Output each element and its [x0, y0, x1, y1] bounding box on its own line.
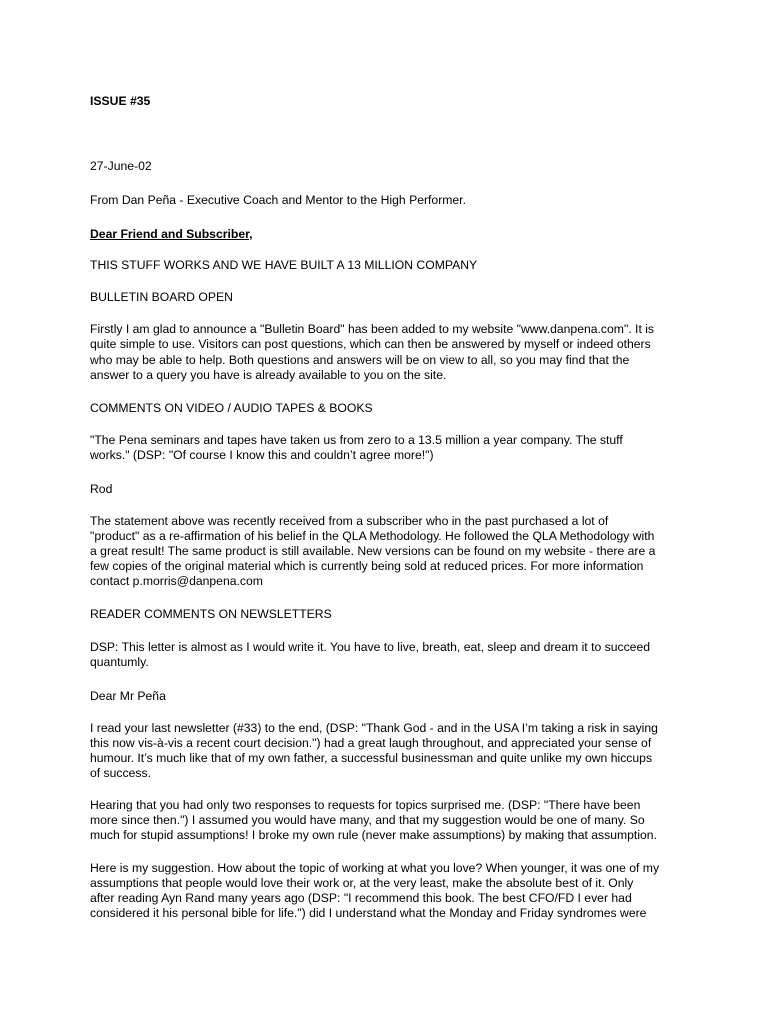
statement-para-line: contact p.morris@danpena.com — [90, 574, 263, 588]
read-para-line: I read your last newsletter (#33) to the end, (DSP: "Thank God - and in the USA I’m taking a risk in saying — [90, 721, 658, 735]
quote-para-line: works." (DSP: "Of course I know this and couldn’t agree more!") — [90, 448, 434, 462]
suggestion-para-line: considered it his personal bible for life.") did I understand what the Monday and Friday syndromes were — [90, 906, 647, 920]
statement-para-line: "product" as a re-affirmation of his belief in the QLA Methodology. He followed the QLA Methodology with — [90, 529, 655, 543]
bulletin-para-line: quite simple to use. Visitors can post questions, which can then be answered by myself or indeed others — [90, 337, 651, 351]
statement-para-line: few copies of the original material which is currently being sold at reduced prices. For more information — [90, 559, 644, 573]
hearing-para-line: much for stupid assumptions! I broke my own rule (never make assumptions) by making that assumption. — [90, 828, 657, 842]
greeting: Dear Friend and Subscriber, — [90, 227, 253, 241]
suggestion-para-line: after reading Ayn Rand many years ago (DSP: "I recommend this book. The best CFO/FD I ever had — [90, 891, 632, 905]
from-line: From Dan Peña - Executive Coach and Mentor to the High Performer. — [90, 193, 466, 207]
salutation: Dear Mr Peña — [90, 689, 166, 703]
read-para-line: of success. — [90, 766, 151, 780]
hearing-para-line: Hearing that you had only two responses to requests for topics surprised me. (DSP: "There have been — [90, 798, 641, 812]
headline: THIS STUFF WORKS AND WE HAVE BUILT A 13 MILLION COMPANY — [90, 258, 478, 272]
signoff: Rod — [90, 482, 113, 496]
bulletin-para-line: answer to a query you have is already available to you on the site. — [90, 368, 447, 382]
quote-para-line: "The Pena seminars and tapes have taken us from zero to a 13.5 million a year company. The stuff — [90, 433, 623, 447]
read-para-line: this now vis-à-vis a recent court decision.") had a great laugh throughout, and appreciated your sense of — [90, 736, 652, 750]
issue-date: 27-June-02 — [90, 159, 152, 173]
read-para-line: humour. It’s much like that of my own father, a successful businessman and quite unlike my own hiccups — [90, 751, 653, 765]
dsp-para-line: quantumly. — [90, 655, 149, 669]
hearing-para-line: more since then.") I assumed you would have many, and that my suggestion would be one of many. So — [90, 813, 645, 827]
suggestion-para-line: Here is my suggestion. How about the topic of working at what you love? When younger, it was one of my — [90, 861, 660, 875]
reader-heading: READER COMMENTS ON NEWSLETTERS — [90, 607, 332, 621]
comments-heading: COMMENTS ON VIDEO / AUDIO TAPES & BOOKS — [90, 401, 373, 415]
statement-para-line: The statement above was recently received from a subscriber who in the past purchased a lot of — [90, 514, 609, 528]
statement-para-line: a great result! The same product is still available. New versions can be found on my website - there are a — [90, 544, 656, 558]
dsp-para-line: DSP: This letter is almost as I would write it. You have to live, breath, eat, sleep and dream it to succeed — [90, 640, 651, 654]
bulletin-heading: BULLETIN BOARD OPEN — [90, 290, 233, 304]
suggestion-para-line: assumptions that people would love their work or, at the very least, make the absolute best of it. Only — [90, 876, 634, 890]
bulletin-para-line: Firstly I am glad to announce a "Bulletin Board" has been added to my website "www.danpena.com". It is — [90, 322, 655, 336]
bulletin-para-line: who may be able to help. Both questions and answers will be on view to all, so you may find that the — [90, 353, 630, 367]
issue-number: ISSUE #35 — [90, 94, 151, 108]
